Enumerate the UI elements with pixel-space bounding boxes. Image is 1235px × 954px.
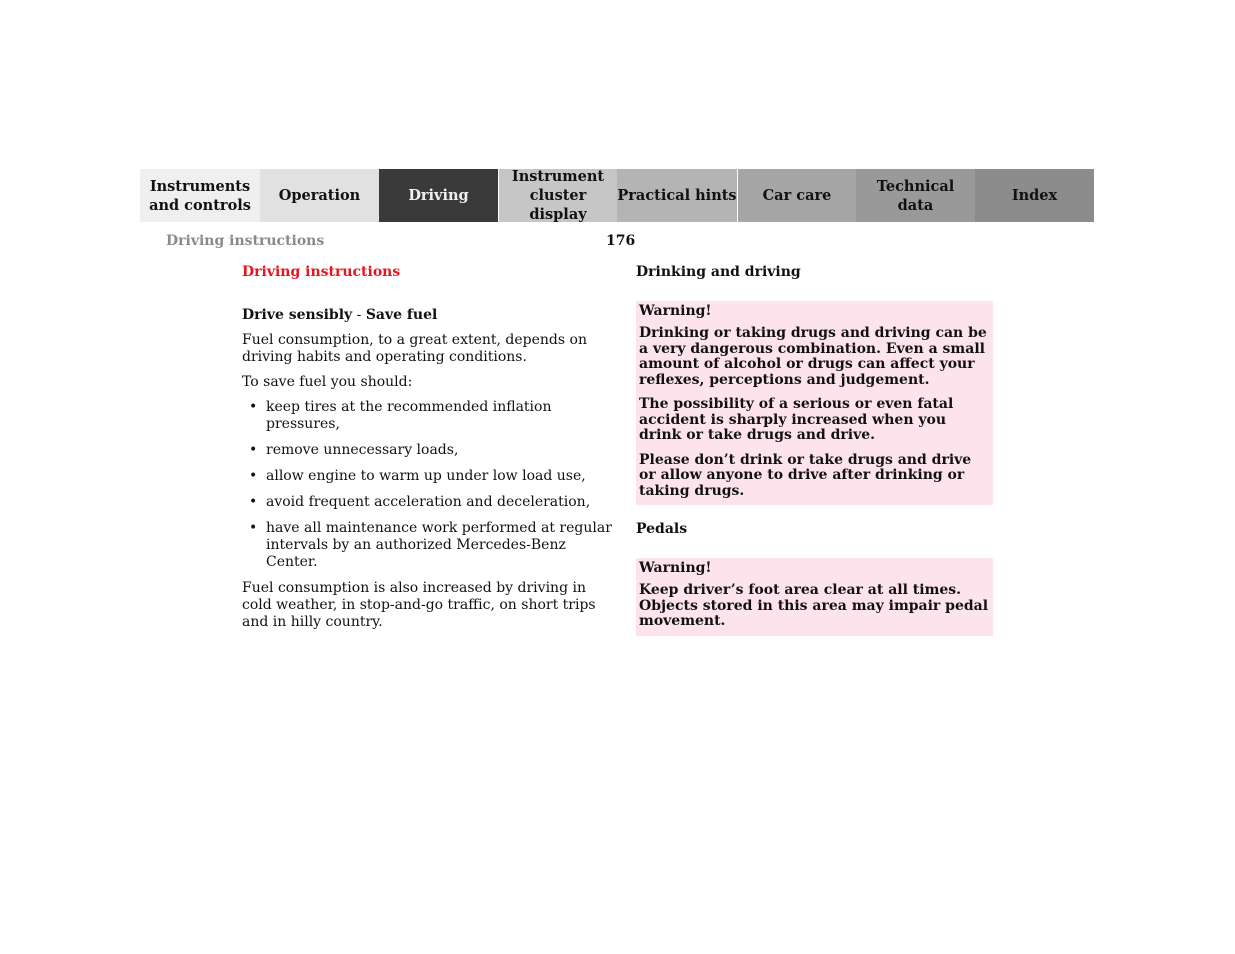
tab-label-line2: cluster display bbox=[529, 187, 587, 223]
tab-label-line1: Technical bbox=[876, 177, 955, 195]
tab-operation[interactable] bbox=[260, 169, 379, 222]
warning-paragraph: Drinking or taking drugs and driving can be a very dangerous combination. Even a small amount of alcohol or drugs can affect your reflexes, perceptions and judgement. bbox=[639, 325, 987, 388]
tab-label: Driving bbox=[408, 187, 469, 204]
tab-driving[interactable] bbox=[379, 169, 498, 222]
right-column bbox=[636, 264, 993, 636]
left-column bbox=[242, 264, 612, 631]
breadcrumb: Driving instructions bbox=[166, 233, 325, 249]
tab-label-line1: Instrument bbox=[511, 168, 605, 185]
subheading-separator: - bbox=[352, 307, 366, 323]
tab-label-line2: and controls bbox=[149, 196, 251, 214]
paragraph-fuel-increase: Fuel consumption is also increased by driving in cold weather, in stop-and-go traffic, on short trips and in hilly country. bbox=[242, 580, 596, 630]
tab-label: Car care bbox=[762, 187, 832, 204]
page-number: 176 bbox=[606, 233, 636, 249]
tab-label-line2: data bbox=[897, 196, 934, 214]
list-item: • keep tires at the recommended inflation pressures, bbox=[242, 399, 612, 433]
list-item: • allow engine to warm up under low load use, bbox=[242, 468, 612, 485]
tab-practical-hints[interactable] bbox=[617, 169, 737, 222]
warning-title: Warning! bbox=[639, 303, 712, 319]
warning-title: Warning! bbox=[639, 560, 712, 576]
tab-index[interactable] bbox=[975, 169, 1094, 222]
warning-paragraph: Keep driver’s foot area clear at all times. Objects stored in this area may impair pedal movement. bbox=[639, 582, 989, 629]
section-title: Driving instructions bbox=[242, 264, 401, 280]
tab-instrument-cluster-display[interactable] bbox=[498, 169, 617, 222]
heading-pedals: Pedals bbox=[636, 521, 688, 537]
save-fuel-list bbox=[242, 399, 612, 571]
list-item: • have all maintenance work performed at regular intervals by an authorized Mercedes-Benz Center. bbox=[242, 520, 612, 571]
warning-paragraph: Please don’t drink or take drugs and drive or allow anyone to drive after drinking or taking drugs. bbox=[639, 451, 972, 499]
tab-label: Practical hints bbox=[617, 187, 737, 204]
warning-box-pedals bbox=[636, 558, 993, 636]
warning-box-drinking bbox=[636, 301, 993, 505]
tab-instruments-and-controls[interactable] bbox=[140, 169, 260, 222]
tab-car-care[interactable] bbox=[737, 169, 856, 222]
warning-paragraph: The possibility of a serious or even fatal accident is sharply increased when you drink or take drugs and drive. bbox=[639, 396, 954, 443]
subheading-part-a: Drive sensibly bbox=[242, 307, 353, 323]
paragraph-fuel-consumption: Fuel consumption, to a great extent, depends on driving habits and operating conditions. bbox=[242, 332, 587, 365]
tab-label: Operation bbox=[278, 187, 361, 204]
tab-label: Index bbox=[1011, 187, 1058, 204]
paragraph-save-fuel-intro: To save fuel you should: bbox=[242, 374, 413, 390]
tab-label-line1: Instruments bbox=[149, 177, 251, 195]
heading-drinking-and-driving: Drinking and driving bbox=[636, 264, 801, 280]
subheading-part-b: Save fuel bbox=[365, 307, 438, 323]
subheading bbox=[242, 307, 612, 324]
list-item: • avoid frequent acceleration and deceleration, bbox=[242, 494, 612, 511]
list-item: • remove unnecessary loads, bbox=[242, 442, 612, 459]
tab-technical-data[interactable] bbox=[856, 169, 975, 222]
chapter-nav bbox=[140, 169, 1095, 222]
